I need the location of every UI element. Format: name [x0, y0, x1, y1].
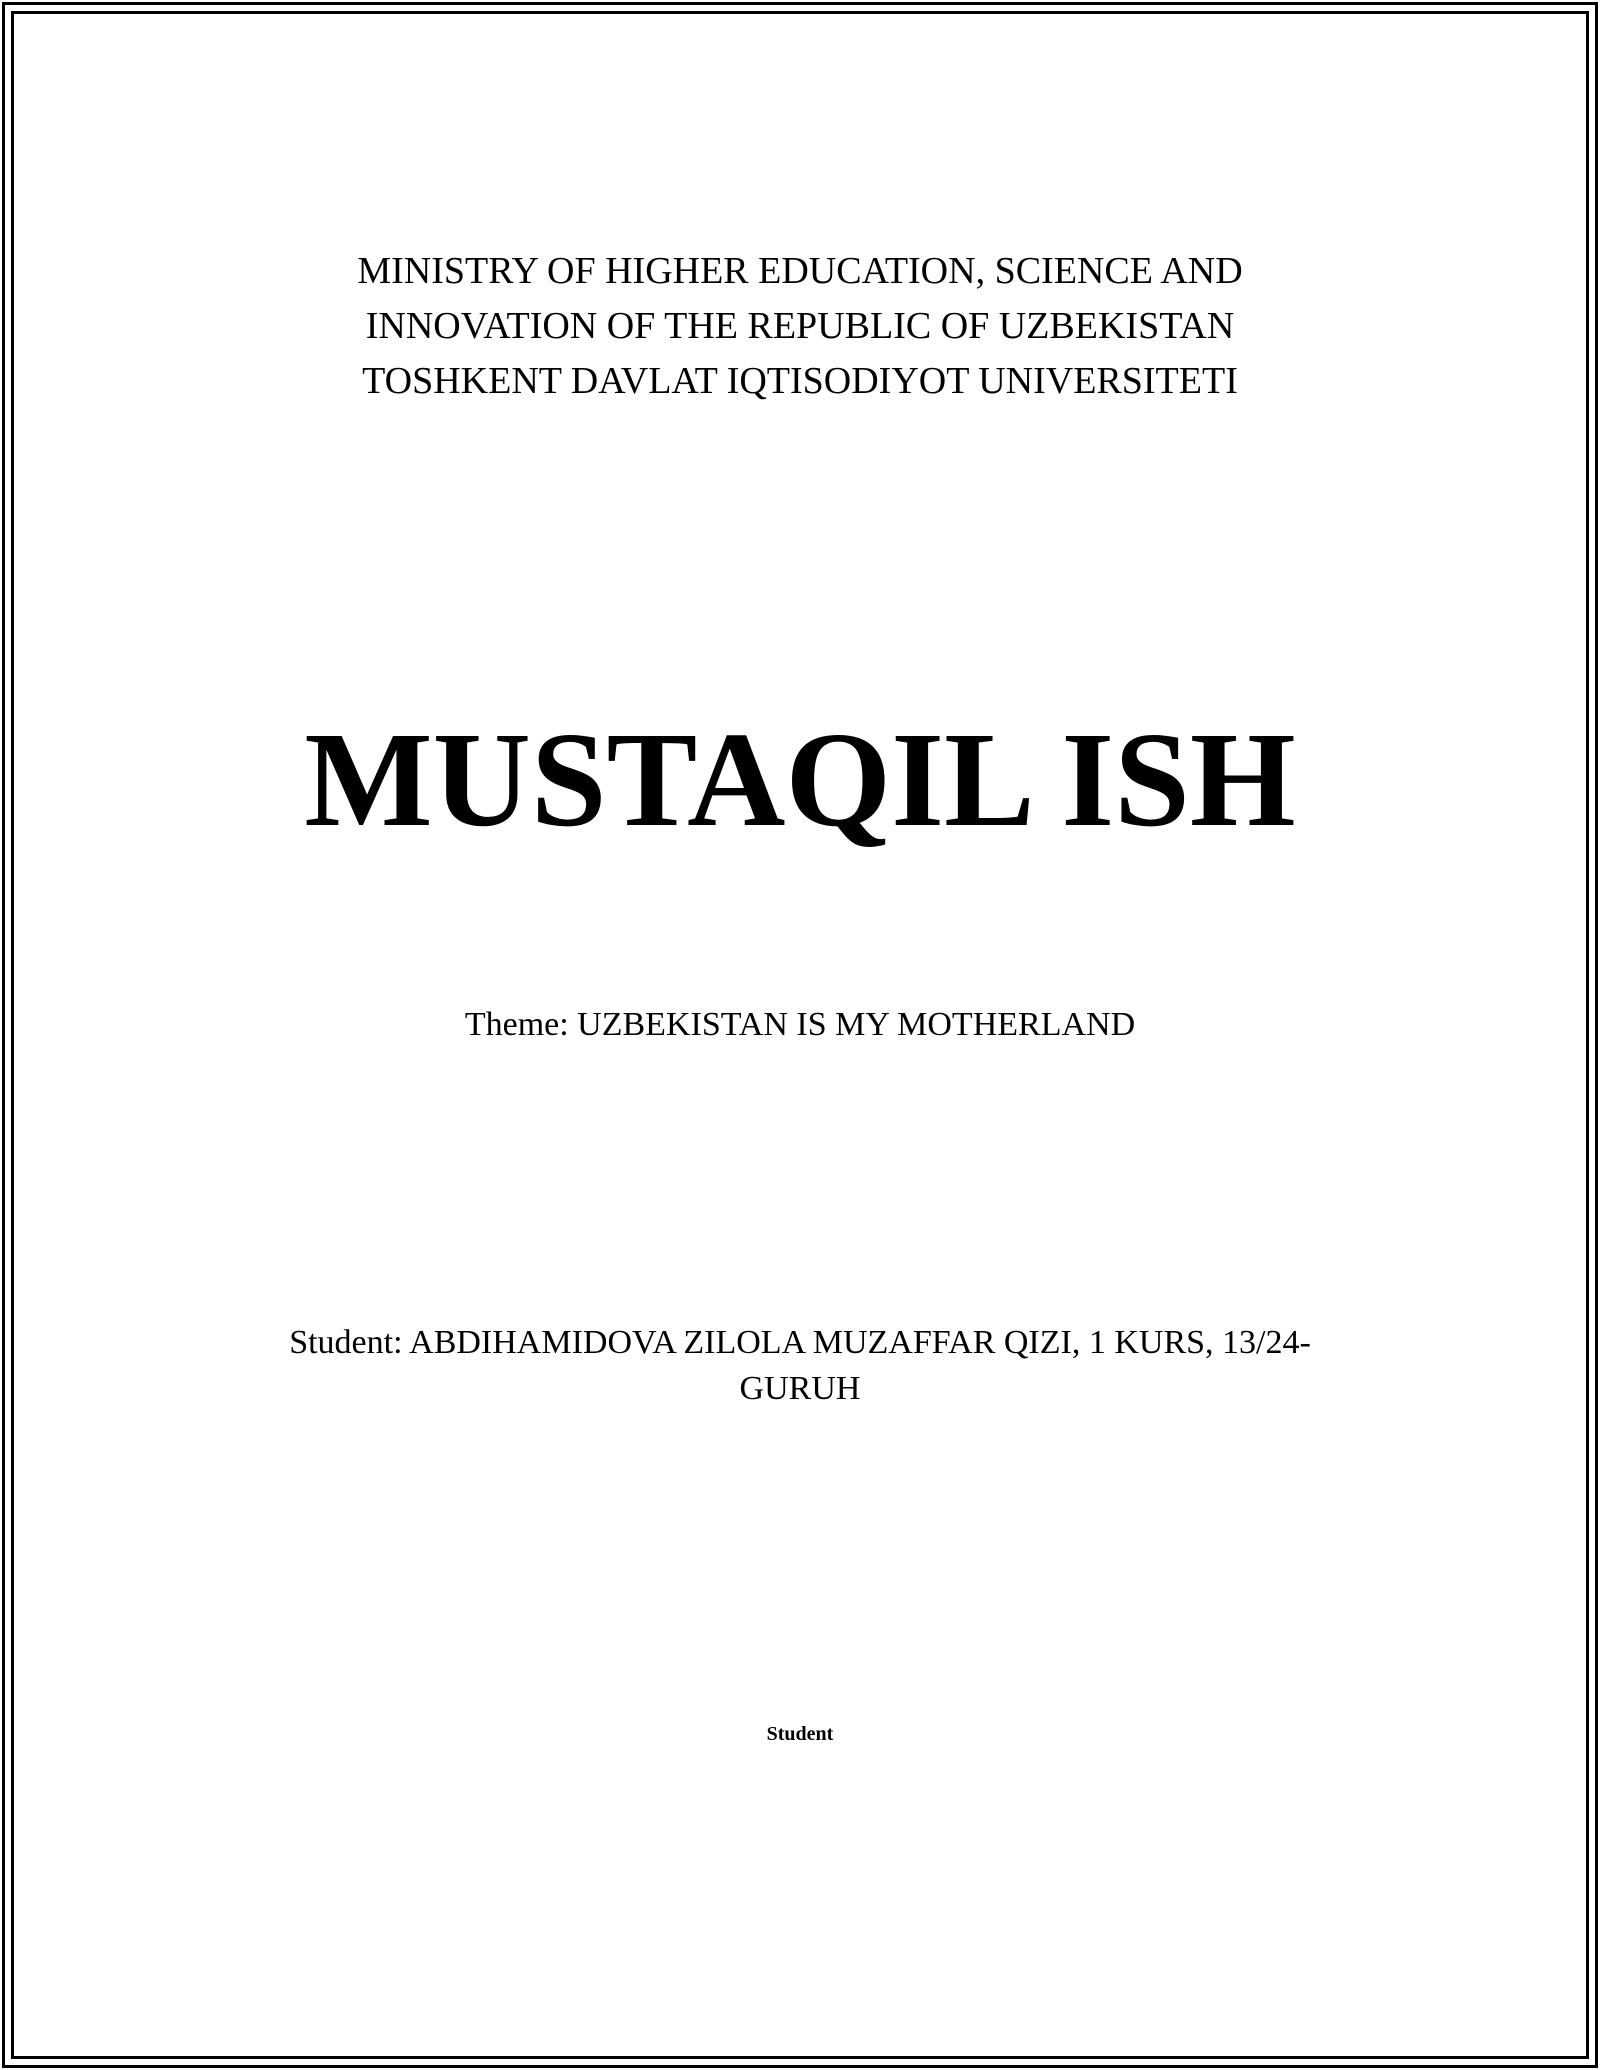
document-title: MUSTAQIL ISH: [304, 705, 1296, 855]
student-info: Student: ABDIHAMIDOVA ZILOLA MUZAFFAR QIZI, 1 KURS, 13/24-GURUH: [289, 1324, 1311, 1407]
header-line-1: MINISTRY OF HIGHER EDUCATION, SCIENCE AND: [357, 250, 1243, 292]
student-label: Student: [766, 1723, 834, 1745]
header-line-2: INNOVATION OF THE REPUBLIC OF UZBEKISTAN: [365, 305, 1235, 347]
document-theme: Theme: UZBEKISTAN IS MY MOTHERLAND: [464, 1006, 1136, 1043]
header-line-3: TOSHKENT DAVLAT IQTISODIYOT UNIVERSITETI: [362, 360, 1238, 402]
institution-header: [0, 244, 1600, 409]
